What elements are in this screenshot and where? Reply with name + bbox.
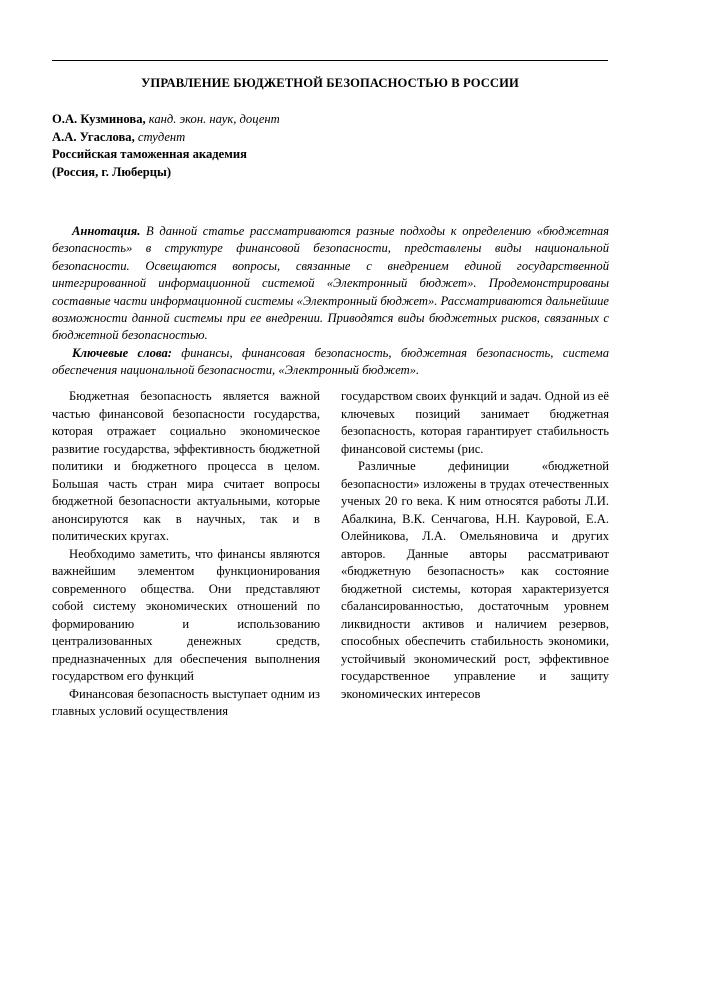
body-paragraph: Необходимо заметить, что финансы являются важнейшим элементом функционирования современного общества. Они представляют собой систему экономических отношений по формированию и использованию централизованных денежных средств, предназначенных для обеспечения выполнения государством его функций — [52, 546, 320, 683]
body-paragraph: Бюджетная безопасность является важной частью финансовой безопасности государства, которая отражает социально экономическое развитие государства, эффективность бюджетной политики и бюджетного процесса в целом. Большая часть стран мира считает вопросы бюджетной безопасности актуальными, которые анонсируются как в научных, так и в политических кругах. — [52, 389, 320, 543]
body-column-left — [52, 388, 320, 721]
abstract-block — [52, 223, 609, 380]
author-2-role: студент — [134, 129, 186, 144]
abstract-label: Аннотация. — [72, 224, 141, 238]
keywords-paragraph — [52, 345, 609, 380]
author-block — [52, 111, 612, 181]
body-column-right — [341, 388, 609, 703]
body-paragraph: Различные дефиниции «бюджетной безопасности» изложены в трудах отечественных ученых 20 го века. К ним относятся работы Л.И. Абалкина, В.К. Сенчагова, Н.Н. Кауровой, Е.А. Олейникова, Л.А. Омельяновича и других авторов. Данные авторы рассматривают «бюджетную безопасность» как состояние бюджетной системы, которая характеризуется сбалансированностью, достаточным уровнем ликвидности активов и наличием резервов, способных обеспечить стабильность экономики, устойчивый экономический рост, эффективное государственное управление и защиту экономических интересов — [341, 459, 609, 701]
body-paragraph: Финансовая безопасность выступает одним из главных условий осуществления — [52, 686, 320, 718]
author-2-name: А.А. Угаслова, — [52, 129, 135, 144]
body-paragraph-continued: государством своих функций и задач. Одной из её ключевых позиций занимает бюджетная безопасность, которая гарантирует стабильность финансовой системы (рис. — [341, 389, 609, 456]
header-rule — [52, 60, 608, 61]
abstract-text: В данной статье рассматриваются разные подходы к определению «бюджетная безопасность» в структуре финансовой безопасности, представлены виды национальной безопасности. Освещаются вопросы, связанные с внедрением единой государственной интегрированной информационной системой «Электронный бюджет». Продемонстрированы составные части информационной системы «Электронный бюджет». Рассматриваются дальнейшие возможности данной системы при ее внедрении. Приводятся виды бюджетных рисков, связанных с бюджетной безопасностью. — [52, 224, 609, 343]
abstract-paragraph — [52, 223, 609, 345]
author-1-name: О.А. Кузминова, — [52, 112, 146, 126]
article-title: УПРАВЛЕНИЕ БЮДЖЕТНОЙ БЕЗОПАСНОСТЬЮ В РОССИИ — [141, 76, 519, 90]
affiliation-location: (Россия, г. Люберцы) — [52, 164, 172, 179]
affiliation-org: Российская таможенная академия — [52, 147, 247, 161]
author-1-role: канд. экон. наук, доцент — [145, 112, 280, 126]
keywords-label: Ключевые слова: — [72, 345, 172, 360]
author-1 — [52, 111, 612, 129]
keywords-text: финансы, финансовая безопасность, бюджетная безопасность, система обеспечения национальной безопасности, «Электронный бюджет». — [52, 345, 609, 378]
author-2 — [52, 129, 612, 147]
